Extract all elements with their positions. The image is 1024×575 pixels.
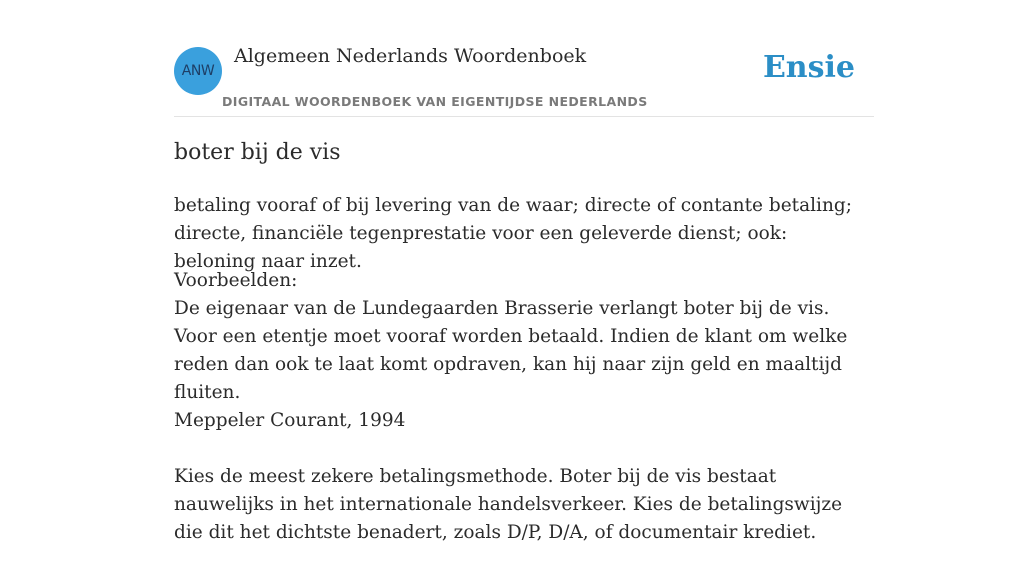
entry-headword: boter bij de vis <box>174 140 341 165</box>
page <box>174 0 874 543</box>
anw-logo[interactable] <box>174 47 222 95</box>
ensie-brand-logo[interactable]: Ensie <box>762 50 855 85</box>
entry-definition: betaling vooraf of bij levering van de waar; directe of contante betaling; directe, financiële tegenprestatie voor een geleverde dienst; ook: beloning naar inzet. <box>174 195 852 272</box>
example-text: De eigenaar van de Lundegaarden Brasserie verlangt boter bij de vis. Voor een etentje moet vooraf worden betaald. Indien de klant om welke reden dan ook te laat komt opdraven, kan hij naar zijn geld en maaltijd fluiten. <box>174 298 848 403</box>
example-text: Kies de meest zekere betalingsmethode. Boter bij de vis bestaat nauwelijks in het internationale handelsverkeer. Kies de betalingswijze die dit het dichtste benadert, zoals D/P, D/A, of documentair krediet. <box>174 466 843 543</box>
example-item <box>174 295 874 435</box>
example-item <box>174 463 874 547</box>
examples-label: Voorbeelden: <box>174 270 298 291</box>
site-subtitle: DIGITAAL WOORDENBOEK VAN EIGENTIJDSE NEDERLANDS <box>222 94 648 109</box>
examples-section <box>174 267 874 575</box>
site-header <box>174 0 874 117</box>
example-source: Meppeler Courant, 1994 <box>174 410 406 431</box>
logo-text: ANW <box>181 63 215 79</box>
site-title[interactable]: Algemeen Nederlands Woordenboek <box>234 45 587 67</box>
